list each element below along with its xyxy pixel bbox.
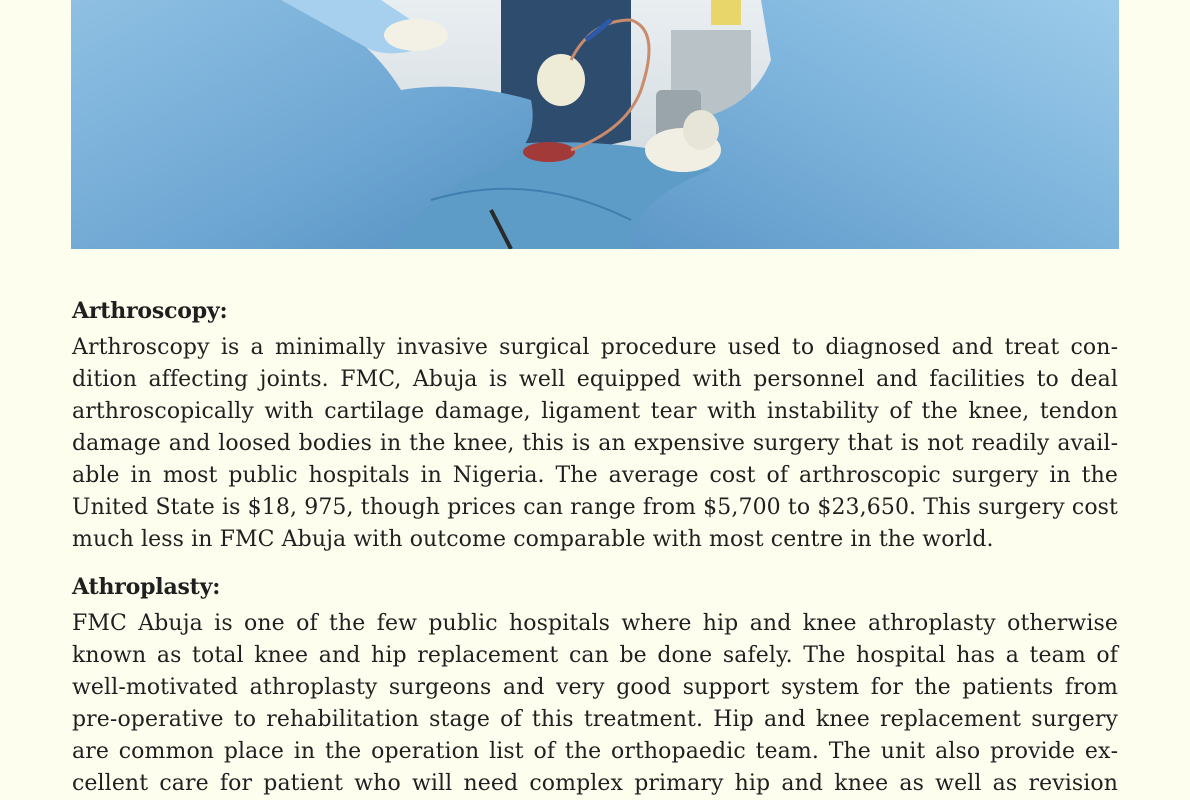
surgery-photo-illustration (71, 0, 1119, 249)
article-content (72, 291, 1118, 800)
section-body: Arthroscopy is a minimally invasive surgical procedure used to diagnosed and treat condition affecting joints. FMC, Abuja is well equipped with personnel and facilities to deal arthroscopically with cartilage damage, ligament tear with instability of the knee, tendon damage and loosed bodies in the knee, this is an expensive surgery that is not readily available in most public hospitals in Nigeria. The average cost of arthroscopic surgery in the United State is $18, 975, though prices can range from $5,700 to $23,650. This surgery cost much less in FMC Abuja with outcome comparable with most centre in the world. (72, 335, 1118, 552)
section-body: FMC Abuja is one of the few public hospitals where hip and knee athroplasty otherwise known as total knee and hip replacement can be done safely. The hospital has a team of well-motivated athroplasty surgeons and very good support system for the patients from pre-operative to rehabilitation stage of this treatment. Hip and knee replacement surgery are common place in the operation list of the orthopaedic team. The unit also provide excellent care for patient who will need complex primary hip and knee as well as revision (72, 611, 1118, 796)
section-heading: Arthroscopy: (72, 298, 228, 324)
section-heading: Athroplasty: (72, 574, 221, 600)
section-arthroscopy (72, 291, 1118, 556)
section-athroplasty (72, 567, 1118, 800)
surgery-photo (71, 0, 1119, 249)
